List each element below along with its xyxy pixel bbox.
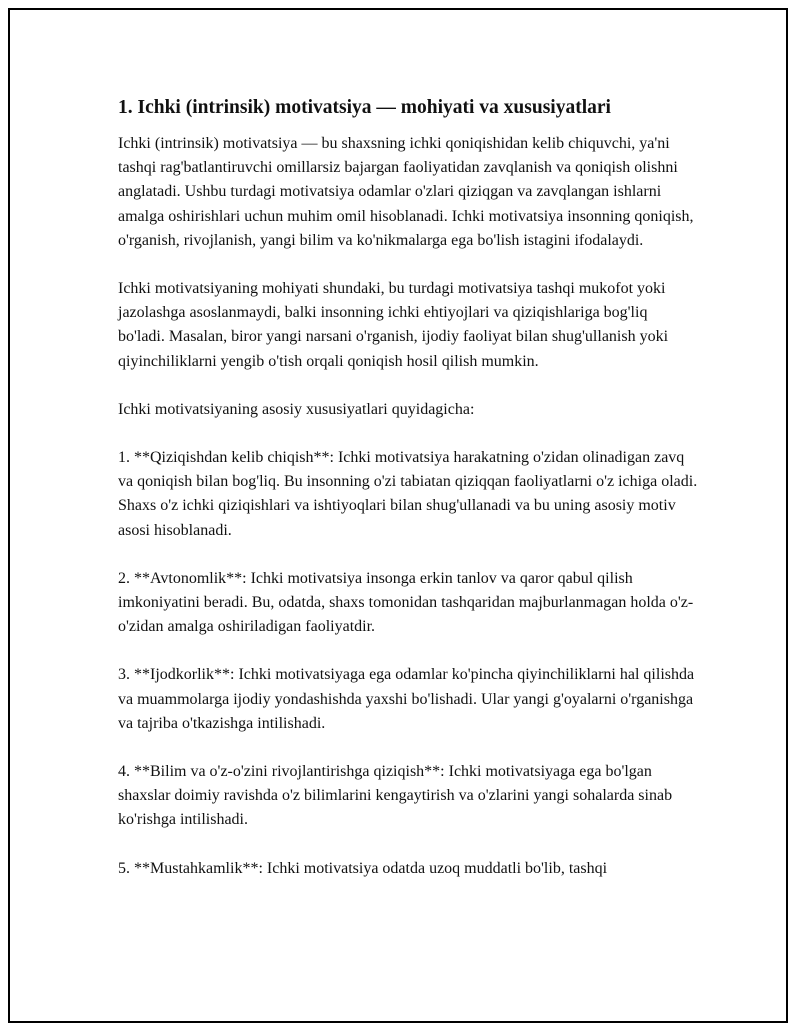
section-heading: 1. Ichki (intrinsik) motivatsiya — mohiyati va xususiyatlari <box>118 97 611 118</box>
document-page <box>8 8 788 1023</box>
list-item-curiosity: 1. **Qiziqishdan kelib chiqish**: Ichki motivatsiya harakatning o'zidan olinadigan zavq va qoniqish bilan bog'liq. Bu insonning o'zi tabiatan qiziqqan faoliyatlarni o'z ichiga oladi. Shaxs o'z ichki qiziqishlari va ishtiyoqlari bilan shug'ullanadi va bu uning asosiy motiv asosi hisoblanadi. <box>118 449 698 539</box>
paragraph-features-intro: Ichki motivatsiyaning asosiy xususiyatlari quyidagicha: <box>118 400 475 418</box>
list-item-persistence: 5. **Mustahkamlik**: Ichki motivatsiya odatda uzoq muddatli bo'lib, tashqi <box>118 859 608 877</box>
document-content <box>118 94 698 905</box>
list-item-autonomy: 2. **Avtonomlik**: Ichki motivatsiya insonga erkin tanlov va qaror qabul qilish imkoniyatini beradi. Bu, odatda, shaxs tomonidan tashqaridan majburlanmagan holda o'z-o'zidan amalga oshiriladigan faoliyatdir. <box>118 569 694 636</box>
paragraph-definition: Ichki (intrinsik) motivatsiya — bu shaxsning ichki qoniqishidan kelib chiquvchi, ya'ni tashqi rag'batlantiruvchi omillarsiz bajargan faoliyatidan zavqlanish va qoniqish olishni anglatadi. Ushbu turdagi motivatsiya odamlar o'zlari qiziqgan va zavqlangan ishlarni amalga oshirishlari uchun muhim omil hisoblanadi. Ichki motivatsiya insonning qoniqish, o'rganish, rivojlanish, yangi bilim va ko'nikmalarga ega bo'lish istagini ifodalaydi. <box>118 135 694 249</box>
paragraph-essence: Ichki motivatsiyaning mohiyati shundaki, bu turdagi motivatsiya tashqi mukofot yoki jazolashga asoslanmaydi, balki insonning ichki ehtiyojlari va qiziqishlariga bog'liq bo'ladi. Masalan, biror yangi narsani o'rganish, ijodiy faoliyat bilan shug'ullanish yoki qiyinchiliklarni yengib o'tish orqali qoniqish hosil qilish mumkin. <box>118 280 669 370</box>
list-item-creativity: 3. **Ijodkorlik**: Ichki motivatsiyaga ega odamlar ko'pincha qiyinchiliklarni hal qilishda va muammolarga ijodiy yondashishda yaxshi bo'lishadi. Ular yangi g'oyalarni o'rganishga va tajriba o'tkazishga intilishadi. <box>118 666 695 732</box>
list-item-self-development: 4. **Bilim va o'z-o'zini rivojlantirishga qiziqish**: Ichki motivatsiyaga ega bo'lgan shaxslar doimiy ravishda o'z bilimlarini kengaytirish va o'zlarini yangi sohalarda sinab ko'rishga intilishadi. <box>118 763 673 829</box>
